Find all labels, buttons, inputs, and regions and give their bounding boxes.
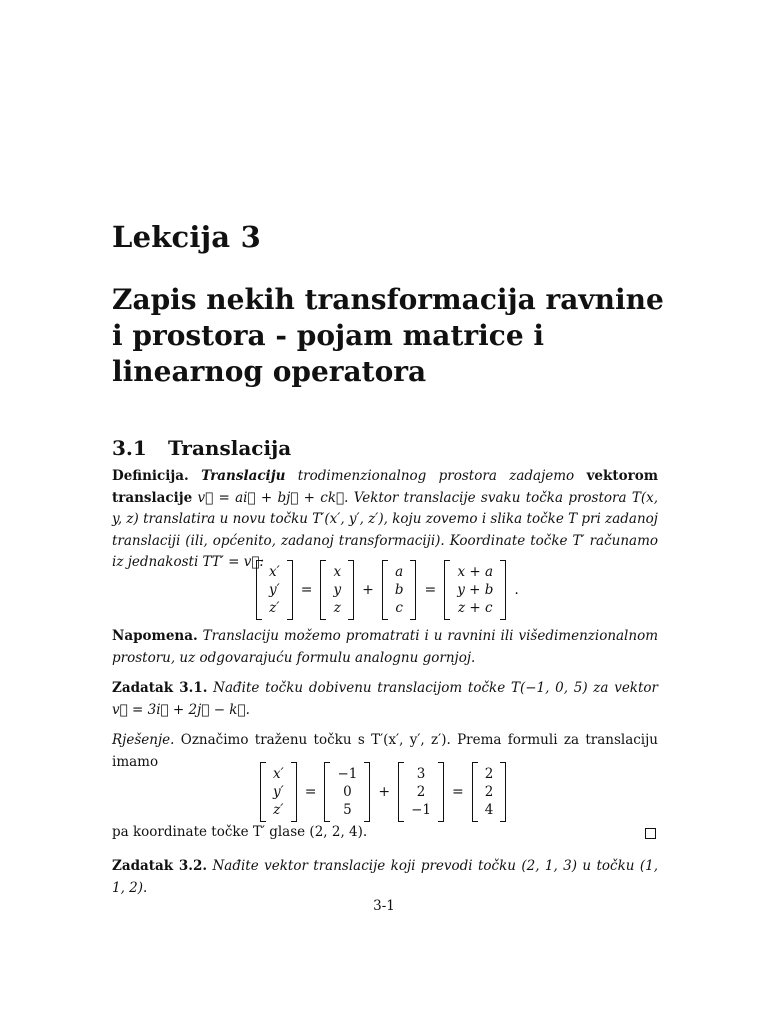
chapter-title: Zapis nekih transformacija ravnine i prostora - pojam matrice i linearnog operatora: [112, 283, 664, 388]
note-text: Translaciju možemo promatrati i u ravnini ili višedimenzionalnom prostoru, uz odgovarajuću formulu analognu gornjoj.: [112, 628, 658, 666]
matrix-point-t: −1 0 5: [324, 762, 370, 822]
solution-label: Rješenje.: [112, 732, 175, 748]
definition-term: Translaciju: [201, 468, 286, 484]
section-number: 3.1: [112, 436, 147, 460]
definition-text-1: trodimenzionalnog prostora zadajemo: [285, 468, 587, 484]
task-2-label: Zadatak 3.2.: [112, 858, 208, 874]
matrix-image-point: x′ y′ z′: [256, 560, 293, 620]
page-number: 3-1: [373, 898, 395, 914]
definition-term-2: vektorom translacije: [112, 468, 658, 506]
note-paragraph: [112, 626, 658, 669]
translation-formula: x′ y′ z′ = x y z + a b c = x + a y + b z + c .: [256, 560, 527, 620]
matrix-vector: a b c: [382, 560, 417, 620]
lesson-title: Lekcija 3: [112, 220, 261, 254]
matrix-solution: 2 2 4: [472, 762, 507, 822]
section-title: Translacija: [168, 436, 292, 460]
matrix-result: x + a y + b z + c: [444, 560, 506, 620]
solution-formula: x′ y′ z′ = −1 0 5 + 3 2 −1 = 2 2 4: [260, 762, 506, 822]
definition-text-2: v⃗ = ai⃗ + bj⃗ + ck⃗. Vektor translacije svaku točka prostora T(x, y, z) translatira u novu točku T′(x′, y′, z′), koju zovemo i slika točke T pri zadanoj translaciji (ili, općenito, zadanoj transformaciji). Koordinate točke T′ računamo iz jednakosti TT′ = v⃗:: [112, 489, 658, 570]
section-heading: [112, 436, 291, 460]
task-1-label: Zadatak 3.1.: [112, 680, 208, 696]
task-2-paragraph: [112, 856, 658, 899]
task-1-text: Nađite točku dobivenu translacijom točke T(−1, 0, 5) za vektor v⃗ = 3i⃗ + 2j⃗ − k⃗.: [112, 680, 658, 718]
task-2-text: Nađite vektor translacije koji prevodi točku (2, 1, 3) u točku (1, 1, 2).: [112, 858, 658, 896]
definition-paragraph: [112, 466, 658, 574]
qed-square-icon: [645, 828, 656, 839]
matrix-vector-values: 3 2 −1: [398, 762, 444, 822]
solution-text: Označimo traženu točku s T′(x′, y′, z′). Prema formuli za translaciju imamo: [112, 732, 658, 770]
task-1-paragraph: [112, 678, 658, 721]
definition-label: Definicija.: [112, 468, 189, 484]
note-label: Napomena.: [112, 628, 198, 644]
result-line: pa koordinate točke T′ glase (2, 2, 4).: [112, 824, 368, 840]
matrix-unknown-point: x′ y′ z′: [260, 762, 297, 822]
matrix-original-point: x y z: [320, 560, 354, 620]
